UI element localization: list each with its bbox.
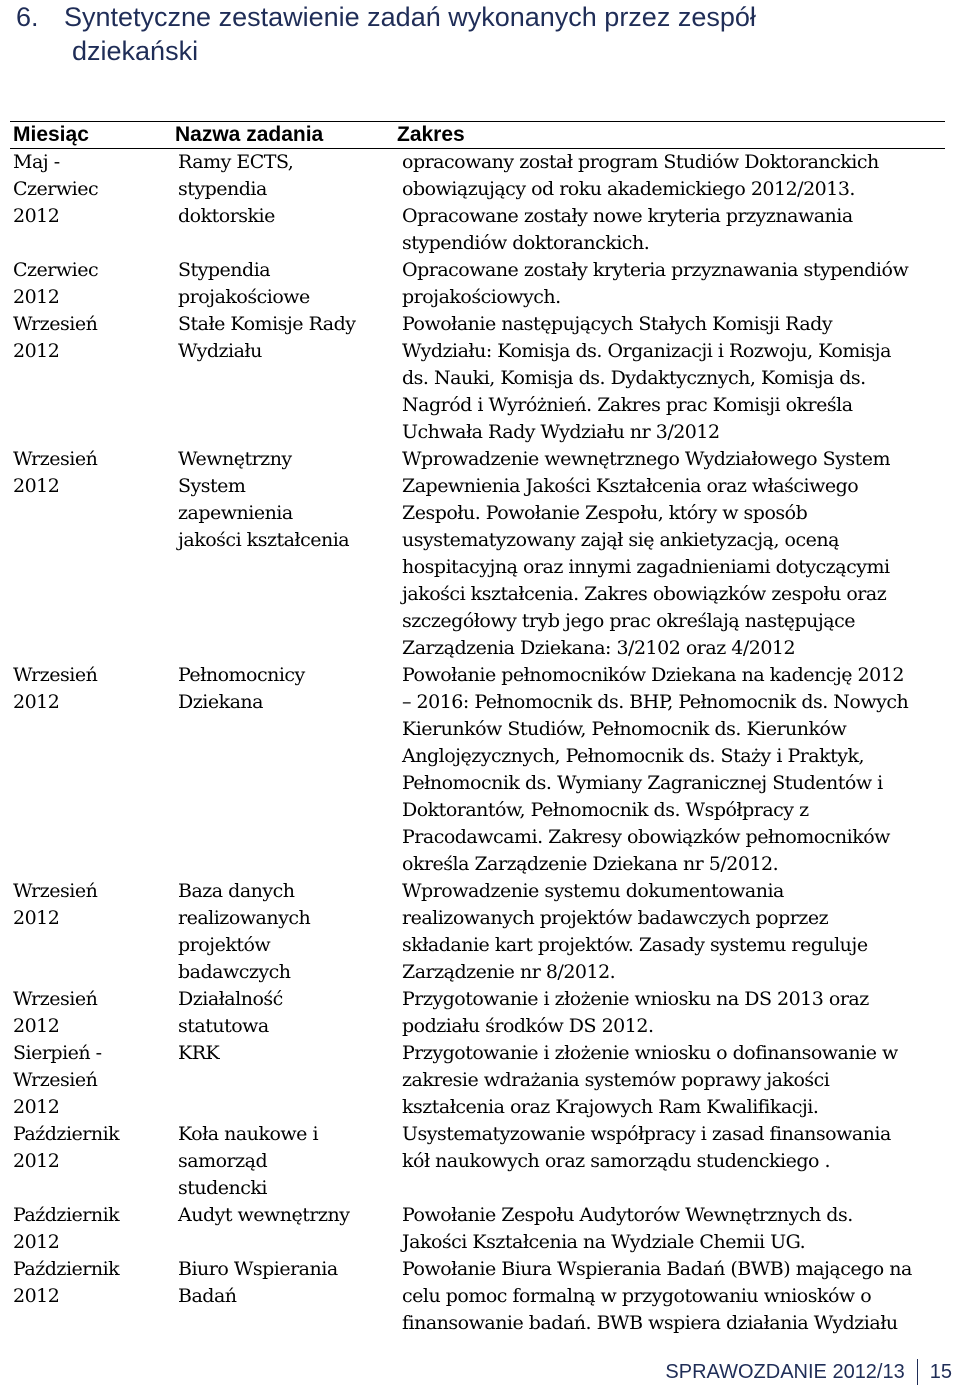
scope-cell-line: Doktorantów, Pełnomocnik ds. Współpracy z: [402, 799, 809, 821]
month-cell-line: Czerwiec: [13, 178, 99, 200]
month-cell-line: Wrzesień: [13, 988, 98, 1010]
task-name-cell: [172, 1040, 394, 1121]
scope-cell-line: kół naukowych oraz samorządu studenckiego .: [402, 1150, 831, 1172]
scope-cell-line: celu pomoc formalną w przygotowaniu wniosków o: [402, 1285, 872, 1307]
section-heading: [16, 0, 946, 68]
table-row: [10, 662, 945, 878]
task-name-cell-line: Wydziału: [178, 340, 262, 362]
scope-cell-line: Zarządzenia Dziekana: 3/2102 oraz 4/2012: [402, 637, 796, 659]
task-name-cell-line: System: [178, 475, 246, 497]
month-cell-line: Wrzesień: [13, 880, 98, 902]
task-name-cell-line: Wewnętrzny: [178, 448, 292, 470]
month-cell-line: Październik: [13, 1204, 120, 1226]
table-row: [10, 986, 945, 1040]
scope-cell-line: Powołanie Biura Wspierania Badań (BWB) mającego na: [402, 1258, 912, 1280]
scope-cell: [394, 1040, 945, 1121]
scope-cell: [394, 1121, 945, 1202]
month-cell-line: Wrzesień: [13, 313, 98, 335]
task-name-cell: [172, 149, 394, 258]
task-name-cell-line: Pełnomocnicy: [178, 664, 305, 686]
task-name-cell-line: Dziekana: [178, 691, 263, 713]
scope-cell-line: Opracowane zostały kryteria przyznawania stypendiów: [402, 259, 909, 281]
header-month: Miesiąc: [13, 123, 89, 146]
task-name-cell: [172, 446, 394, 662]
task-name-cell-line: projektów: [178, 934, 271, 956]
table-row: [10, 1202, 945, 1256]
task-name-cell: [172, 1202, 394, 1256]
scope-cell-line: Zespołu. Powołanie Zespołu, który w sposób: [402, 502, 808, 524]
task-name-cell: [172, 1256, 394, 1337]
task-name-cell-line: Badań: [178, 1285, 237, 1307]
section-title-line2: dziekański: [72, 36, 199, 66]
month-cell-line: Październik: [13, 1123, 120, 1145]
task-name-cell-line: studencki: [178, 1177, 267, 1199]
month-cell: [10, 149, 172, 258]
task-name-cell-line: zapewnienia: [178, 502, 293, 524]
month-cell-line: 2012: [13, 340, 60, 362]
month-cell-line: Czerwiec: [13, 259, 99, 281]
month-cell-line: 2012: [13, 1015, 60, 1037]
report-label: SPRAWOZDANIE 2012/13: [665, 1360, 905, 1383]
scope-cell-line: stypendiów doktoranckich.: [402, 232, 650, 254]
task-name-cell-line: Stypendia: [178, 259, 271, 281]
scope-cell-line: Pracodawcami. Zakresy obowiązków pełnomocników: [402, 826, 890, 848]
scope-cell-line: Nagród i Wyróżnień. Zakres prac Komisji określa: [402, 394, 853, 416]
task-name-cell-line: KRK: [178, 1042, 220, 1064]
scope-cell: [394, 662, 945, 878]
month-cell: [10, 1040, 172, 1121]
task-name-cell-line: Biuro Wspierania: [178, 1258, 338, 1280]
scope-cell-line: Powołanie Zespołu Audytorów Wewnętrznych ds.: [402, 1204, 853, 1226]
month-cell: [10, 986, 172, 1040]
scope-cell-line: Wydziału: Komisja ds. Organizacji i Rozwoju, Komisja: [402, 340, 891, 362]
scope-cell-line: ds. Nauki, Komisja ds. Dydaktycznych, Komisja ds.: [402, 367, 866, 389]
header-scope: Zakres: [397, 123, 465, 146]
scope-cell-line: podziału środków DS 2012.: [402, 1015, 654, 1037]
scope-cell: [394, 986, 945, 1040]
page-number: 15: [929, 1360, 952, 1383]
scope-cell-line: Zapewnienia Jakości Kształcenia oraz właściwego: [402, 475, 859, 497]
scope-cell-line: kształcenia oraz Krajowych Ram Kwalifikacji.: [402, 1096, 819, 1118]
month-cell: [10, 257, 172, 311]
table-row: [10, 1121, 945, 1202]
task-name-cell-line: jakości kształcenia: [178, 529, 350, 551]
scope-cell-line: opracowany został program Studiów Doktoranckich: [402, 151, 879, 173]
task-name-cell-line: Baza danych: [178, 880, 295, 902]
scope-cell-line: Opracowane zostały nowe kryteria przyznawania: [402, 205, 853, 227]
scope-cell-line: obowiązujący od roku akademickiego 2012/2013.: [402, 178, 855, 200]
task-name-cell-line: badawczych: [178, 961, 291, 983]
scope-cell: [394, 446, 945, 662]
month-cell: [10, 311, 172, 446]
task-name-cell: [172, 986, 394, 1040]
task-name-cell-line: Ramy ECTS,: [178, 151, 294, 173]
scope-cell-line: Przygotowanie i złożenie wniosku o dofinansowanie w: [402, 1042, 898, 1064]
scope-cell-line: określa Zarządzenie Dziekana nr 5/2012.: [402, 853, 779, 875]
month-cell: [10, 1202, 172, 1256]
month-cell: [10, 1121, 172, 1202]
month-cell-line: 2012: [13, 907, 60, 929]
scope-cell: [394, 311, 945, 446]
tasks-table: [10, 121, 945, 1337]
task-name-cell: [172, 1121, 394, 1202]
task-name-cell-line: Działalność: [178, 988, 283, 1010]
scope-cell-line: Usystematyzowanie współpracy i zasad finansowania: [402, 1123, 891, 1145]
scope-cell-line: usystematyzowany zajął się ankietyzacją, oceną: [402, 529, 839, 551]
scope-cell-line: Uchwała Rady Wydziału nr 3/2012: [402, 421, 720, 443]
month-cell-line: Maj -: [13, 151, 60, 173]
month-cell: [10, 662, 172, 878]
scope-cell-line: projakościowych.: [402, 286, 561, 308]
month-cell-line: 2012: [13, 1285, 60, 1307]
table-row: [10, 257, 945, 311]
month-cell: [10, 446, 172, 662]
table-row: [10, 1256, 945, 1337]
scope-cell-line: Powołanie pełnomocników Dziekana na kadencję 2012: [402, 664, 904, 686]
month-cell-line: 2012: [13, 475, 60, 497]
scope-cell: [394, 878, 945, 986]
scope-cell-line: finansowanie badań. BWB wspiera działania Wydziału: [402, 1312, 898, 1334]
task-name-cell-line: projakościowe: [178, 286, 310, 308]
task-name-cell-line: realizowanych: [178, 907, 311, 929]
scope-cell-line: Pełnomocnik ds. Wymiany Zagranicznej Studentów i: [402, 772, 883, 794]
scope-cell-line: Wprowadzenie systemu dokumentowania: [402, 880, 784, 902]
task-name-cell: [172, 257, 394, 311]
table-row: [10, 446, 945, 662]
task-name-cell: [172, 878, 394, 986]
month-cell-line: 2012: [13, 1150, 60, 1172]
scope-cell-line: zakresie wdrażania systemów poprawy jakości: [402, 1069, 830, 1091]
task-name-cell-line: doktorskie: [178, 205, 275, 227]
scope-cell-line: hospitacyjną oraz innymi zagadnieniami dotyczącymi: [402, 556, 890, 578]
scope-cell: [394, 1256, 945, 1337]
scope-cell-line: składanie kart projektów. Zasady systemu reguluje: [402, 934, 868, 956]
month-cell-line: 2012: [13, 691, 60, 713]
month-cell-line: Wrzesień: [13, 664, 98, 686]
scope-cell: [394, 149, 945, 258]
table-row: [10, 149, 945, 258]
footer-divider: [917, 1359, 918, 1385]
scope-cell-line: Wprowadzenie wewnętrznego Wydziałowego System: [402, 448, 890, 470]
scope-cell-line: realizowanych projektów badawczych poprzez: [402, 907, 829, 929]
task-name-cell-line: statutowa: [178, 1015, 269, 1037]
task-name-cell: [172, 311, 394, 446]
table-row: [10, 878, 945, 986]
task-name-cell-line: Stałe Komisje Rady: [178, 313, 356, 335]
task-name-cell: [172, 662, 394, 878]
month-cell-line: Wrzesień: [13, 1069, 98, 1091]
scope-cell-line: szczegółowy tryb jego prac określają następujące: [402, 610, 855, 632]
task-name-cell-line: Audyt wewnętrzny: [178, 1204, 350, 1226]
task-name-cell-line: stypendia: [178, 178, 267, 200]
scope-cell: [394, 1202, 945, 1256]
month-cell-line: 2012: [13, 286, 60, 308]
scope-cell-line: – 2016: Pełnomocnik ds. BHP, Pełnomocnik ds. Nowych: [402, 691, 909, 713]
page-footer: [665, 1359, 952, 1385]
scope-cell-line: Jakości Kształcenia na Wydziale Chemii UG.: [402, 1231, 806, 1253]
section-number: 6.: [16, 2, 39, 32]
header-task-name: Nazwa zadania: [175, 123, 324, 146]
scope-cell-line: Przygotowanie i złożenie wniosku na DS 2013 oraz: [402, 988, 869, 1010]
month-cell: [10, 878, 172, 986]
table-header-row: [10, 122, 945, 149]
table-row: [10, 1040, 945, 1121]
month-cell-line: Wrzesień: [13, 448, 98, 470]
section-title-line1: Syntetyczne zestawienie zadań wykonanych przez zespół: [64, 2, 756, 32]
scope-cell-line: Zarządzenie nr 8/2012.: [402, 961, 616, 983]
scope-cell-line: Kierunków Studiów, Pełnomocnik ds. Kierunków: [402, 718, 847, 740]
month-cell-line: 2012: [13, 1096, 60, 1118]
scope-cell-line: Powołanie następujących Stałych Komisji Rady: [402, 313, 833, 335]
scope-cell: [394, 257, 945, 311]
month-cell-line: Sierpień -: [13, 1042, 102, 1064]
month-cell-line: 2012: [13, 1231, 60, 1253]
scope-cell-line: Anglojęzycznych, Pełnomocnik ds. Staży i Praktyk,: [402, 745, 865, 767]
month-cell-line: 2012: [13, 205, 60, 227]
table-row: [10, 311, 945, 446]
task-name-cell-line: samorząd: [178, 1150, 268, 1172]
month-cell-line: Październik: [13, 1258, 120, 1280]
scope-cell-line: jakości kształcenia. Zakres obowiązków zespołu oraz: [402, 583, 887, 605]
month-cell: [10, 1256, 172, 1337]
task-name-cell-line: Koła naukowe i: [178, 1123, 319, 1145]
